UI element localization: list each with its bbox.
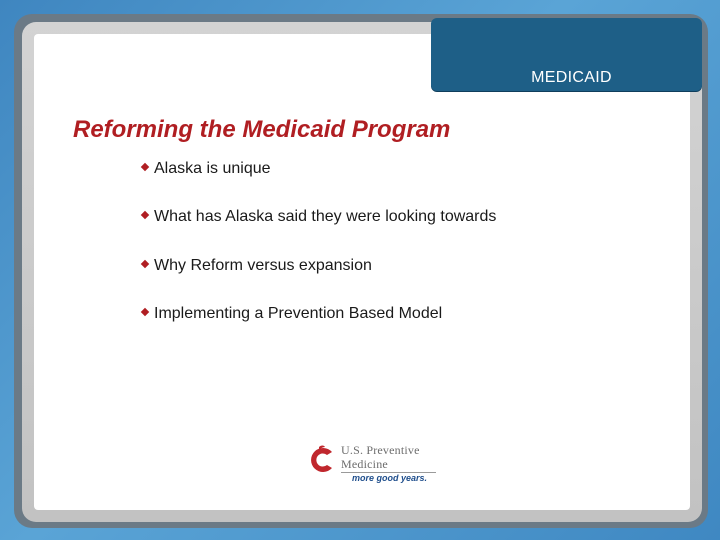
bullet-text: Why Reform versus expansion [154,257,372,274]
us-preventive-medicine-logo [306,440,438,486]
bullet-text: Implementing a Prevention Based Model [154,305,443,322]
diamond-bullet-icon [141,308,149,316]
logo-line-2: Medicine [341,457,388,471]
diamond-bullet-icon [141,163,149,171]
section-tab-label: MEDICAID [531,69,612,86]
bullet-item [142,208,496,226]
logo-tagline: more good years. [352,473,428,483]
bullet-text: What has Alaska said they were looking towards [154,208,497,225]
slide-title: Reforming the Medicaid Program [73,116,451,143]
logo-mark-icon [306,444,338,476]
bullet-item [142,305,442,323]
section-tab [431,18,702,91]
diamond-bullet-icon [141,211,149,219]
bullet-item [142,160,271,178]
logo-line-1: U.S. Preventive [341,443,420,457]
diamond-bullet-icon [141,260,149,268]
bullet-item [142,257,372,275]
bullet-text: Alaska is unique [154,160,271,177]
